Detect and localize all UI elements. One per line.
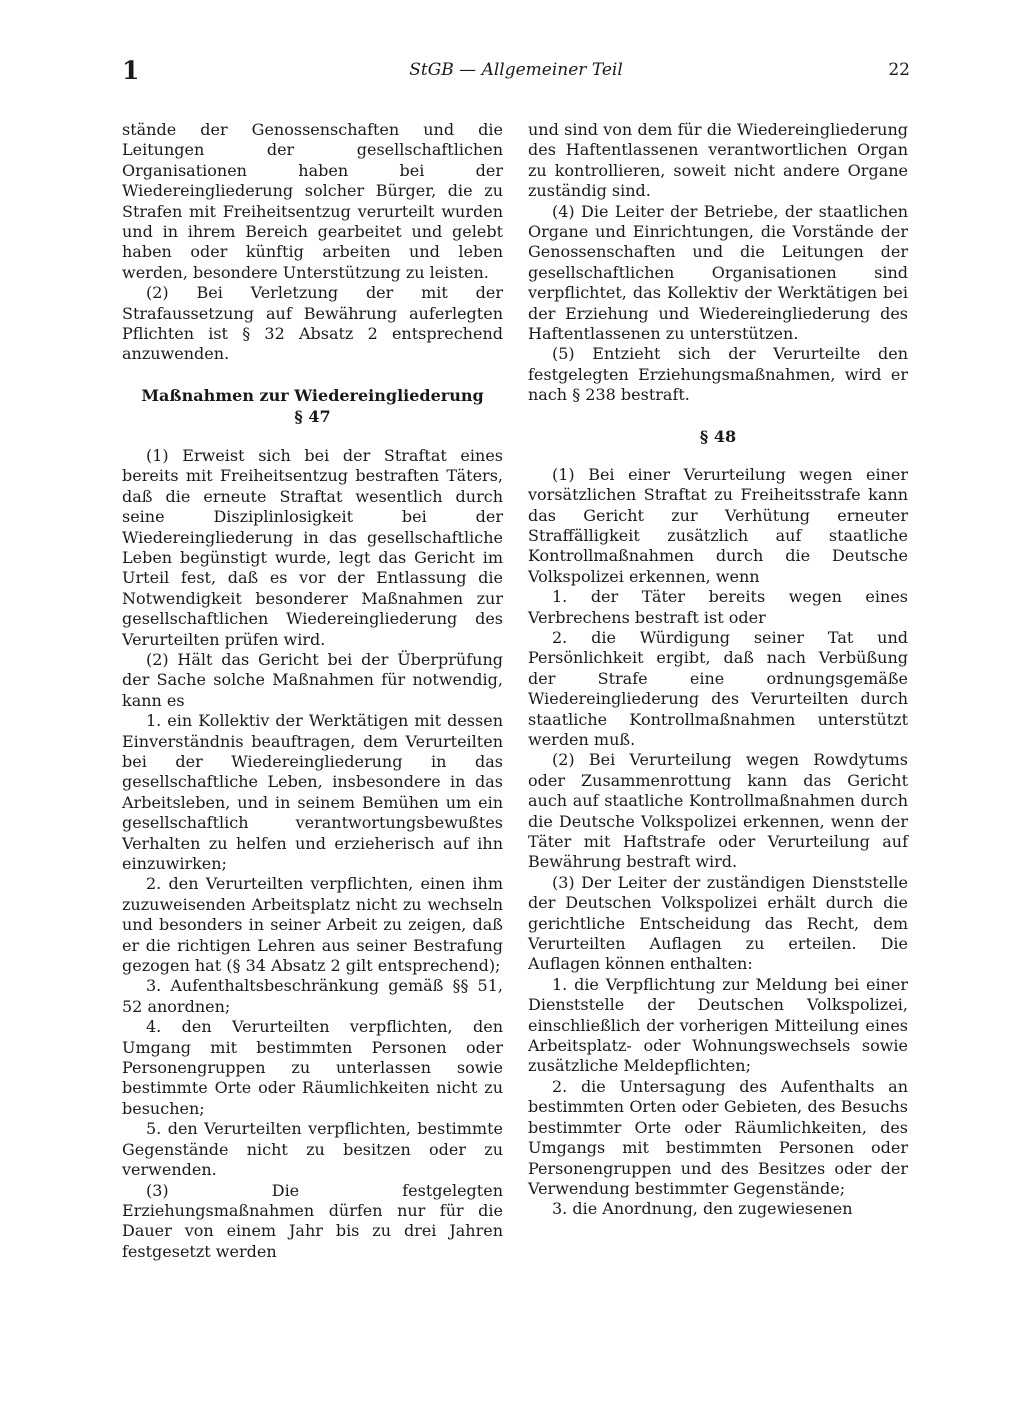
page-number: 22 [888,60,910,80]
page-header [122,56,910,88]
s48-list-item-2: 2. die Würdigung seiner Tat und Persönlichkeit ergibt, daß nach Verbüßung der Strafe eine ordnungsgemäße Wiedereingliederung des Verurteilten durch staatliche Kontrollmaßnahmen unterstützt werden muß. [528,627,908,749]
s47-list-item-5: 5. den Verurteilten verpflichten, bestimmte Gegenstände nicht zu besitzen oder zu verwenden. [122,1119,503,1180]
section-number-48: § 48 [699,426,737,446]
s48-list-item-3-1: 1. die Verpflichtung zur Meldung bei einer Dienststelle der Deutschen Volkspolizei, einschließlich der vorherigen Mitteilung eines Arbeitsplatz- oder Wohnungswechsels sowie zusätzliche Meldepflichten; [528,974,908,1076]
section-heading: Maßnahmen zur Wiedereingliederung [141,385,484,405]
s47-paragraph-5: (5) Entzieht sich der Verurteilte den festgelegten Erziehungsmaßnahmen, wird er nach § 238 bestraft. [528,344,908,405]
right-column [528,120,908,1220]
s47-paragraph-3-continued: und sind von dem für die Wiedereingliederung des Haftentlassenen verantwortlichen Organ zu kontrollieren, soweit nicht andere Organe zuständig sind. [528,120,908,201]
left-column [122,120,503,1262]
s47-list-item-2: 2. den Verurteilten verpflichten, einen ihm zuzuweisenden Arbeitsplatz nicht zu wechseln und besonders in seiner Arbeit zu zeigen, daß er die richtigen Lehren aus seiner Bestrafung gezogen hat (§ 34 Absatz 2 gilt entsprechend); [122,874,503,976]
s47-paragraph-3: (3) Die festgelegten Erziehungsmaßnahmen dürfen nur für die Dauer von einem Jahr bis zu drei Jahren festgesetzt werden [122,1180,503,1261]
s47-list-item-4: 4. den Verurteilten verpflichten, den Umgang mit bestimmten Personen oder Personengruppen zu unterlassen sowie bestimmte Orte oder Räumlichkeiten nicht zu besuchen; [122,1017,503,1118]
s48-list-item-1: 1. der Täter bereits wegen eines Verbrechens bestraft ist oder [528,587,908,627]
s47-list-item-3: 3. Aufenthaltsbeschränkung gemäß §§ 51, 52 anordnen; [122,976,503,1016]
section-number-47: § 47 [294,406,331,426]
s48-list-item-3-2: 2. die Untersagung des Aufenthalts an bestimmten Orten oder Gebieten, des Besuchs bestimmter Orte oder Räumlichkeiten, des Umgangs mit bestimmten Personen oder Personengruppen und des Besitzes oder der Verwendung bestimmter Gegenstände; [528,1076,908,1198]
s48-paragraph-1: (1) Bei einer Verurteilung wegen einer vorsätzlichen Straftat zu Freiheitsstrafe kann das Gericht zur Verhütung erneuter Straffälligkeit zusätzlich auf staatliche Kontrollmaßnahmen durch die Deutsche Volkspolizei erkennen, wenn [528,464,908,586]
chapter-number: 1 [122,56,140,85]
running-title: StGB — Allgemeiner Teil [409,60,623,80]
s47-list-item-1: 1. ein Kollektiv der Werktätigen mit dessen Einverständnis beauftragen, dem Verurteilten bei der Wiedereingliederung in das gesellschaftliche Leben, insbesondere in das Arbeitsleben, und in seinem Bemühen um ein gesellschaftlich verantwortungsbewußtes Verhalten zu helfen und erzieherisch auf ihn einzuwirken; [122,711,503,873]
s47-paragraph-4: (4) Die Leiter der Betriebe, der staatlichen Organe und Einrichtungen, die Vorstände der Genossenschaften und die Leitungen der gesellschaftlichen Organisationen sind verpflichtet, das Kollektiv der Werktätigen bei der Erziehung und Wiedereingliederung des Haftentlassenen zu unterstützen. [528,201,908,344]
s48-paragraph-2: (2) Bei Verurteilung wegen Rowdytums oder Zusammenrottung kann das Gericht auch auf staatliche Kontrollmaßnahmen durch die Deutsche Volkspolizei erkennen, wenn der Täter mit Haftstrafe oder Verurteilung auf Bewährung bestraft wird. [528,750,908,872]
paragraph-continued: stände der Genossenschaften und die Leitungen der gesellschaftlichen Organisationen haben bei der Wiedereingliederung solcher Bürger, die zu Strafen mit Freiheitsentzug verurteilt wurden und in ihrem Bereich gearbeitet und gelebt haben oder künftig arbeiten und leben werden, besondere Unterstützung zu leisten. [122,120,503,282]
s47-paragraph-2: (2) Hält das Gericht bei der Überprüfung der Sache solche Maßnahmen für notwendig, kann es [122,649,503,710]
s48-paragraph-3: (3) Der Leiter der zuständigen Dienststelle der Deutschen Volkspolizei erhält durch die gerichtliche Entscheidung das Recht, dem Verurteilten Auflagen zu erteilen. Die Auflagen können enthalten: [528,872,908,974]
s48-list-item-3-3: 3. die Anordnung, den zugewiesenen [552,1199,853,1219]
paragraph-2: (2) Bei Verletzung der mit der Strafaussetzung auf Bewährung auferlegten Pflichten ist § 32 Absatz 2 entsprechend anzuwenden. [122,283,503,364]
s47-paragraph-1: (1) Erweist sich bei der Straftat eines bereits mit Freiheitsentzug bestraften Täters, daß die erneute Straftat wesentlich durch seine Disziplinlosigkeit bei der Wiedereingliederung in das gesellschaftliche Leben begünstigt wurde, legt das Gericht im Urteil fest, daß es vor der Entlassung die Notwendigkeit besonderer Maßnahmen zur gesellschaftlichen Wiedereingliederung des Verurteilten prüfen wird. [122,445,503,649]
